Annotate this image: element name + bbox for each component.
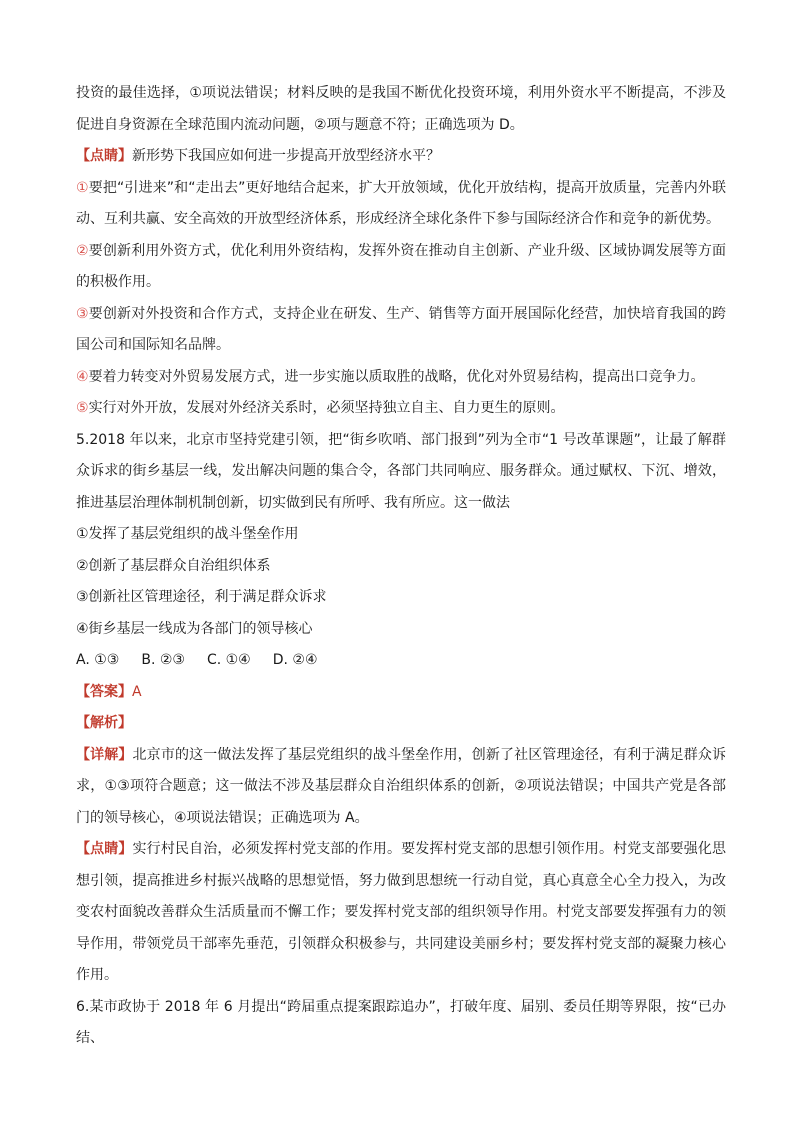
jiexi-tag: 【解析】 xyxy=(76,715,132,731)
jiexi-line xyxy=(76,708,726,740)
dianjing-tag: 【点睛】 xyxy=(76,148,132,164)
item-number: ② xyxy=(76,242,89,259)
item-number: ⑤ xyxy=(76,400,89,416)
dianjing-2-paragraph xyxy=(76,834,726,992)
item-text: 要创新对外投资和合作方式，支持企业在研发、生产、销售等方面开展国际化经营，加快培育我国的跨国公司和国际知名品牌。 xyxy=(76,305,726,353)
option-a: A. ①③ xyxy=(76,652,120,668)
item-text: 要创新利用外资方式，优化利用外资结构，发挥外资在推动自主创新、产业升级、区域协调发展等方面的积极作用。 xyxy=(76,242,726,290)
item-text: 实行对外开放，发展对外经济关系时，必须坚持独立自主、自力更生的原则。 xyxy=(88,400,565,416)
statement-4: ④街乡基层一线成为各部门的领导核心 xyxy=(76,620,313,637)
dianjing-2-tag: 【点睛】 xyxy=(76,841,133,857)
option-c: C. ①④ xyxy=(206,652,251,668)
dianjing-2-text: 实行村民自治，必须发挥村党支部的作用。要发挥村党支部的思想引领作用。村党支部要强化思想引领，提高推进乡村振兴战略的思想觉悟，努力做到思想统一行动自觉，真心真意全心全力投入，为改变农村面貌改善群众生活质量而不懈工作；要发挥村党支部的组织领导作用。村党支部要发挥强有力的领导作用，带领党员干部率先垂范，引领群众积极参与，共同建设美丽乡村；要发挥村党支部的凝聚力核心作用。 xyxy=(76,841,727,983)
dianjing-title: 新形势下我国应如何进一步提高开放型经济水平？ xyxy=(132,148,440,164)
xiangjie-tag: 【详解】 xyxy=(76,746,133,763)
item-number: ③ xyxy=(76,305,89,322)
dianjing-heading xyxy=(76,141,726,173)
dianjing-item-4 xyxy=(76,362,726,394)
dianjing-item-1 xyxy=(76,173,726,236)
item-text: 要着力转变对外贸易发展方式，进一步实施以质取胜的战略，优化对外贸易结构，提高出口竞争力。 xyxy=(88,368,705,385)
answer-line xyxy=(76,677,726,709)
statement-2: ②创新了基层群众自治组织体系 xyxy=(76,557,271,574)
statement-1: ①发挥了基层党组织的战斗堡垒作用 xyxy=(76,526,299,542)
answer-options xyxy=(76,645,726,677)
statement-3: ③创新社区管理途径，利于满足群众诉求 xyxy=(76,589,327,605)
xiangjie-paragraph xyxy=(76,740,726,835)
item-number: ① xyxy=(76,179,89,196)
dianjing-item-3 xyxy=(76,299,726,362)
dianjing-item-5 xyxy=(76,393,726,425)
question-6-stem: 6.某市政协于 2018 年 6 月提出“跨届重点提案跟踪追办”，打破年度、届别、委员任期等界限，按“已办结、 xyxy=(76,998,726,1046)
previous-explanation: 投资的最佳选择，①项说法错误；材料反映的是我国不断优化投资环境，利用外资水平不断提高，不涉及促进自身资源在全球范围内流动问题，②项与题意不符；正确选项为 D。 xyxy=(76,85,726,133)
answer-value: A xyxy=(132,683,142,700)
document-page xyxy=(76,78,726,1055)
option-d: D. ②④ xyxy=(272,652,318,668)
item-number: ④ xyxy=(76,368,89,385)
question-5-stem: 5.2018 年以来，北京市坚持党建引领，把“街乡吹哨、部门报到”列为全市“1 号改革课题”，让最了解群众诉求的街乡基层一线，发出解决问题的集合令，各部门共同响应、服务群众。通过赋权、下沉、增效，推进基层治理体制机制创新，切实做到民有所呼、我有所应。这一做法 xyxy=(76,431,726,511)
option-b: B. ②③ xyxy=(141,652,185,668)
xiangjie-text: 北京市的这一做法发挥了基层党组织的战斗堡垒作用，创新了社区管理途径，有利于满足群众诉求，①③项符合题意；这一做法不涉及基层群众自治组织体系的创新，②项说法错误；中国共产党是各部门的领导核心，④项说法错误；正确选项为 A。 xyxy=(76,746,727,826)
item-text: 要把“引进来”和“走出去”更好地结合起来，扩大开放领域，优化开放结构，提高开放质量，完善内外联动、互利共赢、安全高效的开放型经济体系，形成经济全球化条件下参与国际经济合作和竞争的新优势。 xyxy=(76,179,726,227)
dianjing-item-2 xyxy=(76,236,726,299)
answer-tag: 【答案】 xyxy=(76,683,132,700)
